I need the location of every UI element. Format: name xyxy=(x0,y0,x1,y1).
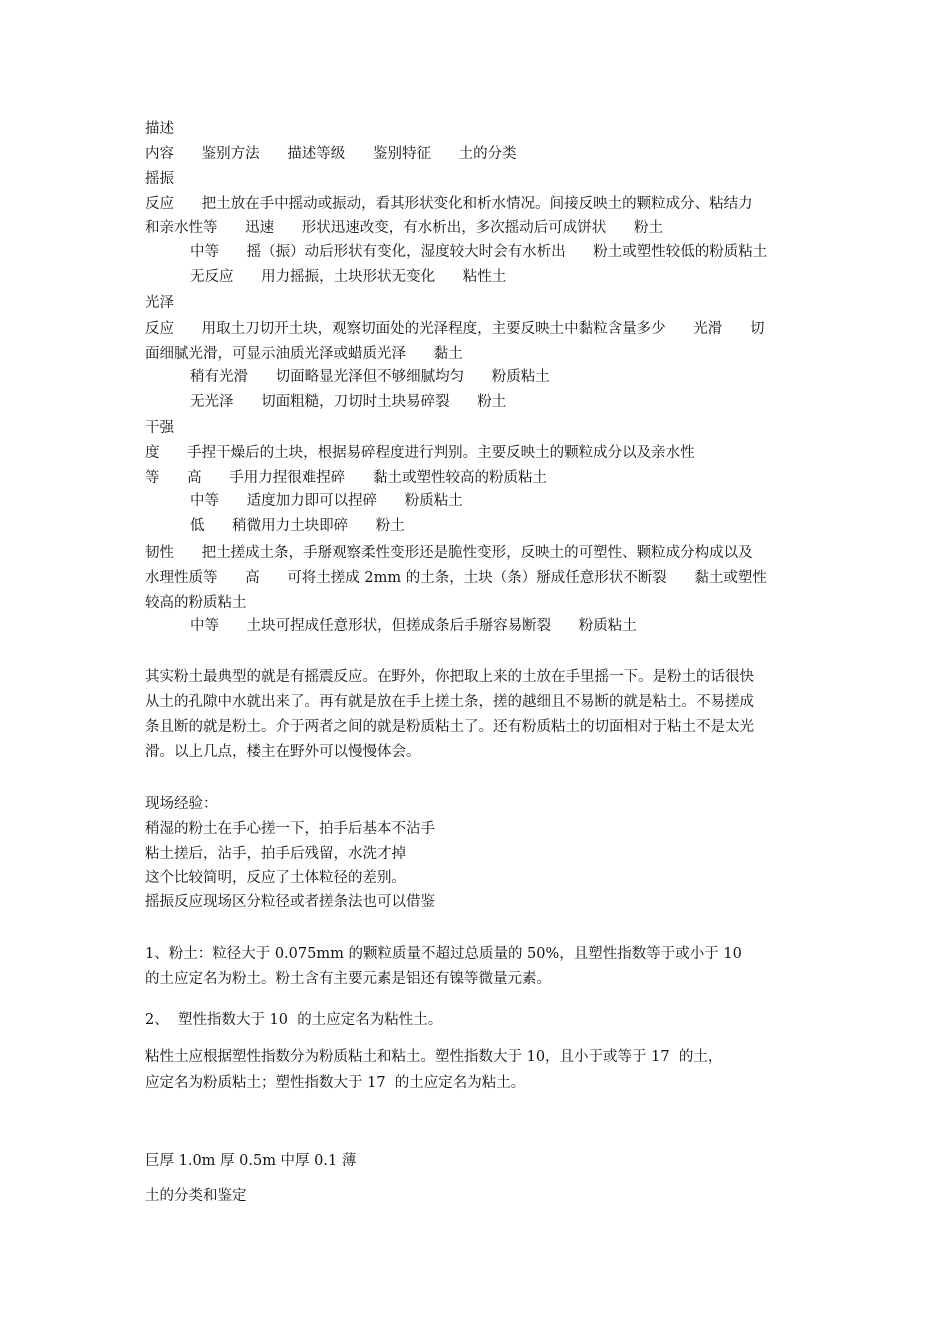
definition-line: 2、 塑性指数大于 10 的土应定名为粘性土。 xyxy=(145,1012,443,1028)
field-line: 这个比较简明，反应了土体粒径的差别。 xyxy=(145,870,406,886)
paragraph-line: 条且断的就是粉土。介于两者之间的就是粉质粘土了。还有粉质粘土的切面相对于粘土不是太光 xyxy=(145,719,754,735)
definition-line: 应定名为粉质粘土；塑性指数大于 17 的土应定名为粘土。 xyxy=(145,1075,526,1091)
table-header: 内容 鉴别方法 描述等级 鉴别特征 土的分类 xyxy=(145,146,517,162)
paragraph-line: 其实粉土最典型的就是有摇震反应。在野外，你把取上来的土放在手里摇一下。是粉土的话很快 xyxy=(145,669,754,685)
table-line: 描述 xyxy=(145,121,174,137)
section-title: 土的分类和鉴定 xyxy=(145,1188,247,1204)
definition-line: 1、粉土：粒径大于 0.075mm 的颗粒质量不超过总质量的 50%，且塑性指数等于或小于 10 xyxy=(145,946,742,962)
table-line: 中等 摇（振）动后形状有变化，湿度较大时会有水析出 粉土或塑性较低的粉质粘土 xyxy=(190,244,768,260)
definition-line: 的土应定名为粉土。粉土含有主要元素是铝还有镍等微量元素。 xyxy=(145,971,551,987)
definition-line: 粘性土应根据塑性指数分为粉质粘土和粘土。塑性指数大于 10，且小于或等于 17 的土， xyxy=(145,1049,723,1065)
table-line: 中等 土块可捏成任意形状，但搓成条后手掰容易断裂 粉质粘土 xyxy=(190,618,637,634)
table-line: 反应 用取土刀切开土块，观察切面处的光泽程度，主要反映土中黏粒含量多少 光滑 切 xyxy=(145,321,765,337)
table-line: 中等 适度加力即可以捏碎 粉质粘土 xyxy=(190,493,463,509)
table-line: 干强 xyxy=(145,420,174,436)
field-line: 摇振反应现场区分粒径或者搓条法也可以借鉴 xyxy=(145,894,435,910)
table-line: 无反应 用力摇振，土块形状无变化 粘性土 xyxy=(190,269,507,285)
table-line: 和亲水性等 迅速 形状迅速改变，有水析出，多次摇动后可成饼状 粉土 xyxy=(145,220,663,236)
table-line: 等 高 手用力捏很难捏碎 黏土或塑性较高的粉质粘土 xyxy=(145,470,547,486)
table-line: 光泽 xyxy=(145,295,174,311)
table-line: 水理性质等 高 可将土搓成 2mm 的土条，土块（条）掰成任意形状不断裂 黏土或塑性 xyxy=(145,570,767,586)
thickness-line: 巨厚 1.0m 厚 0.5m 中厚 0.1 薄 xyxy=(145,1153,357,1169)
table-line: 摇振 xyxy=(145,171,174,187)
table-line: 反应 把土放在手中摇动或振动，看其形状变化和析水情况。间接反映土的颗粒成分、粘结力 xyxy=(145,196,753,212)
table-line: 较高的粉质粘土 xyxy=(145,595,247,611)
paragraph-line: 滑。以上几点，楼主在野外可以慢慢体会。 xyxy=(145,744,421,760)
field-line: 稍湿的粉土在手心搓一下，拍手后基本不沾手 xyxy=(145,821,435,837)
field-line: 粘土搓后，沾手，拍手后残留，水洗才掉 xyxy=(145,846,406,862)
table-line: 度 手捏干燥后的土块，根据易碎程度进行判别。主要反映土的颗粒成分以及亲水性 xyxy=(145,445,695,461)
paragraph-line: 从土的孔隙中水就出来了。再有就是放在手上搓土条，搓的越细且不易断的就是粘土。不易搓成 xyxy=(145,694,754,710)
table-line: 无光泽 切面粗糙，刀切时土块易碎裂 粉土 xyxy=(190,394,507,410)
table-line: 韧性 把土搓成土条，手掰观察柔性变形还是脆性变形，反映土的可塑性、颗粒成分构成以及 xyxy=(145,545,753,561)
table-line: 面细腻光滑，可显示油质光泽或蜡质光泽 黏土 xyxy=(145,346,463,362)
field-heading: 现场经验： xyxy=(145,796,218,812)
table-line: 稍有光滑 切面略显光泽但不够细腻均匀 粉质粘土 xyxy=(190,369,550,385)
table-line: 低 稍微用力土块即碎 粉土 xyxy=(190,518,405,534)
